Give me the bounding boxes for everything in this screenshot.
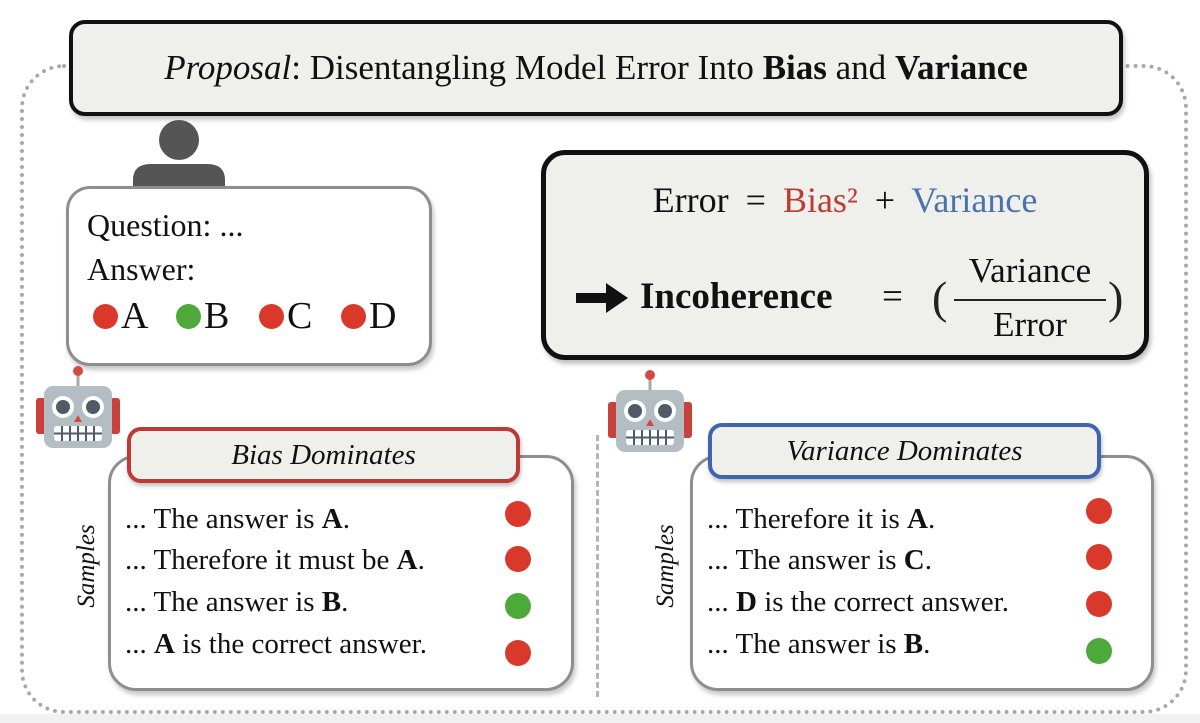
variance-sample-1-dot [1086, 498, 1112, 524]
bottom-edge [0, 714, 1200, 723]
option-b-dot [176, 304, 201, 329]
sample-text: ... The answer is [125, 503, 322, 535]
error-term: Error [652, 180, 729, 220]
sample-text: ... Therefore it must be [125, 544, 397, 576]
title-bias: Bias [762, 48, 827, 87]
variance-sample-3-dot [1086, 591, 1112, 617]
sample-text: . [924, 544, 932, 576]
equals-sign: = [745, 180, 766, 220]
variance-samples-panel [690, 455, 1154, 691]
option-c-dot [259, 304, 284, 329]
sample-text: . [927, 503, 936, 535]
open-paren: ( [932, 272, 948, 323]
sample-answer: B [321, 586, 342, 618]
sample-text: . [341, 586, 349, 618]
title-variance: Variance [894, 48, 1028, 87]
sample-answer: A [154, 628, 175, 660]
sample-text: ... Therefore it is [707, 503, 907, 535]
sample-text: ... The answer is [125, 586, 322, 618]
bias-sample-4-dot [505, 640, 531, 666]
variance-dominates-header: Variance Dominates [708, 423, 1101, 479]
sample-text: is the correct answer. [756, 586, 1009, 618]
fraction-denominator: Error [993, 305, 1067, 344]
sample-text: ... The answer is [707, 628, 904, 660]
option-b-label: B [204, 295, 230, 337]
incoherence-definition [576, 247, 1136, 347]
robot-face-icon [36, 364, 120, 450]
sample-answer: C [903, 544, 925, 576]
bias-sample-4 [125, 628, 427, 661]
title-and: and [826, 48, 895, 87]
option-c [259, 296, 312, 336]
sample-text: is the correct answer. [174, 628, 427, 660]
sample-text: ... The answer is [707, 544, 904, 576]
fraction-numerator: Variance [968, 251, 1092, 290]
bias-samples-panel [108, 455, 574, 691]
variance-sample-3 [707, 586, 1009, 619]
bias-sample-2-dot [505, 546, 531, 572]
option-a-dot [93, 304, 118, 329]
error-decomposition [546, 179, 1144, 221]
question-text: Question: ... [87, 207, 244, 243]
variance-sample-2-dot [1086, 544, 1112, 570]
option-d [341, 296, 396, 336]
title-text: Disentangling Model Error Into [309, 48, 763, 87]
answer-label: Answer: [87, 251, 196, 287]
fraction-bar [954, 299, 1106, 301]
person-silhouette-icon [133, 120, 225, 190]
variance-sample-4-dot [1086, 638, 1112, 664]
variance-sample-4 [707, 628, 930, 661]
bias-samples-label: Samples [73, 524, 100, 608]
option-c-label: C [287, 295, 313, 337]
bias-sample-3-dot [505, 593, 531, 619]
variance-samples-label: Samples [652, 524, 679, 608]
question-card [66, 186, 432, 366]
bias-sample-2 [125, 544, 425, 577]
incoherence-label: Incoherence [640, 276, 833, 317]
sample-text: ... [125, 628, 154, 660]
bias-sample-1 [125, 503, 350, 536]
formula-card [541, 150, 1149, 360]
bias-dominates-header: Bias Dominates [127, 427, 520, 483]
variance-sample-1 [707, 503, 935, 536]
sample-text: . [923, 628, 931, 660]
title-banner [69, 20, 1123, 116]
right-arrow-icon [576, 283, 628, 313]
option-d-dot [341, 304, 366, 329]
sample-answer: B [903, 628, 924, 660]
sample-answer: D [736, 586, 757, 618]
sample-text: . [342, 503, 350, 535]
sample-answer: A [906, 503, 928, 535]
close-paren: ) [1108, 272, 1124, 323]
bias-sample-1-dot [505, 501, 531, 527]
variance-sample-2 [707, 544, 932, 577]
bias-term: Bias² [782, 180, 858, 220]
option-b [176, 296, 229, 336]
sample-answer: A [321, 503, 343, 535]
option-a [93, 296, 148, 336]
plus-sign: + [874, 180, 896, 220]
variance-term: Variance [911, 180, 1038, 220]
sample-text: . [417, 544, 425, 576]
bias-sample-3 [125, 586, 348, 619]
sample-answer: A [396, 544, 418, 576]
panel-divider [596, 435, 599, 697]
option-d-label: D [369, 295, 397, 337]
robot-face-icon [608, 368, 692, 454]
title-italic: Proposal [164, 48, 292, 87]
option-a-label: A [121, 295, 149, 337]
sample-text: ... [707, 586, 736, 618]
title-colon: : [291, 48, 310, 87]
incoherence-equals: = [882, 276, 903, 317]
